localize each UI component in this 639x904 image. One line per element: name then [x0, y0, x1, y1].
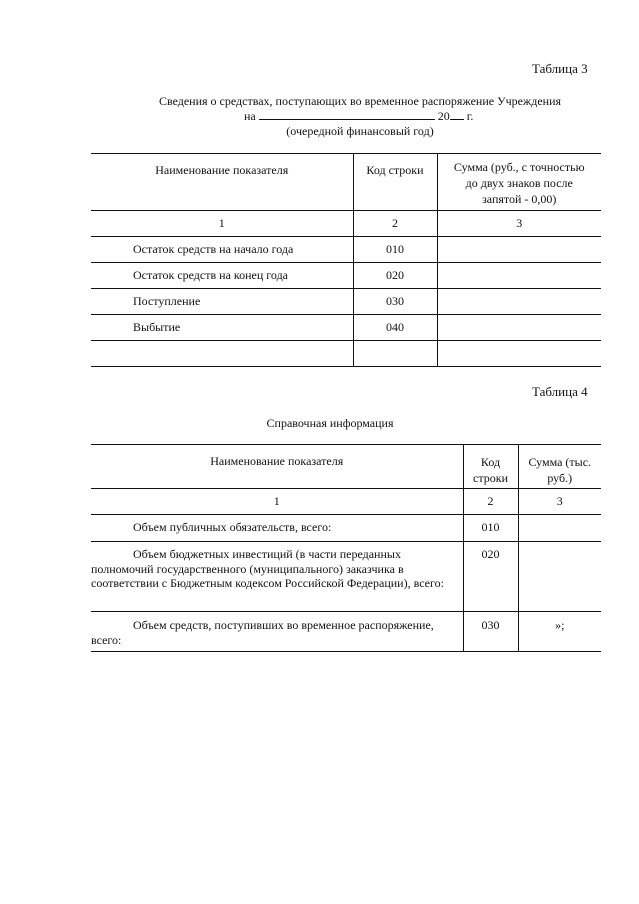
table3-num-col3: 3	[437, 211, 601, 237]
row-sum-cell[interactable]	[518, 515, 601, 542]
row-code: 040	[353, 315, 437, 341]
row-name: Поступление	[91, 289, 353, 315]
table-row	[91, 542, 601, 612]
table3-title: Сведения о средствах, поступающих во временное распоряжение Учреждения	[158, 94, 562, 108]
table3-num-col2: 2	[353, 211, 437, 237]
table-row	[91, 263, 601, 289]
table4-number-row	[91, 489, 601, 515]
table-row	[91, 515, 601, 542]
table4-num-col2: 2	[463, 489, 518, 515]
row-name: Объем публичных обязательств, всего:	[91, 515, 463, 542]
table4-header-sum: Сумма (тыс. руб.)	[518, 445, 601, 489]
row-code: 020	[353, 263, 437, 289]
row-sum-cell[interactable]	[437, 289, 601, 315]
row-sum-cell[interactable]	[518, 542, 601, 612]
row-sum-cell[interactable]	[437, 341, 601, 367]
row-code: 030	[353, 289, 437, 315]
row-code: 010	[463, 515, 518, 542]
table3-header-sum: Сумма (руб., с точностью до двух знаков после запятой - 0,00)	[437, 154, 601, 211]
table4-label: Таблица 4	[532, 384, 588, 399]
row-sum-cell[interactable]	[437, 263, 601, 289]
table3-date-line	[244, 109, 473, 124]
table3-label: Таблица 3	[532, 61, 588, 76]
row-code: 020	[463, 542, 518, 612]
date-prefix: на	[244, 109, 256, 123]
table3-header-name: Наименование показателя	[91, 154, 353, 211]
row-name[interactable]	[91, 341, 353, 367]
date-blank-field[interactable]	[259, 119, 435, 120]
row-name: Выбытие	[91, 315, 353, 341]
table3-subtitle: (очередной финансовый год)	[286, 124, 434, 138]
table4-title: Справочная информация	[266, 416, 394, 430]
date-year-prefix: 20	[437, 109, 450, 123]
table4-header-code: Код строки	[463, 445, 518, 489]
table3-num-col1: 1	[91, 211, 353, 237]
row-code[interactable]	[353, 341, 437, 367]
table3-header-row	[91, 154, 601, 211]
table4-header-name: Наименование показателя	[91, 445, 463, 489]
table4-num-col1: 1	[91, 489, 463, 515]
table-row	[91, 289, 601, 315]
table-row	[91, 612, 601, 652]
year-blank-field[interactable]	[450, 119, 464, 120]
table4	[91, 444, 601, 652]
row-name: Объем средств, поступивших во временное распоряжение, всего:	[91, 612, 463, 652]
row-code: 030	[463, 612, 518, 652]
date-year-suffix: г.	[466, 109, 474, 123]
row-sum-cell[interactable]	[437, 315, 601, 341]
table3	[91, 153, 601, 367]
row-sum-cell[interactable]: »;	[518, 612, 601, 652]
row-code: 010	[353, 237, 437, 263]
table3-number-row	[91, 211, 601, 237]
table3-header-code: Код строки	[353, 154, 437, 211]
table-row	[91, 315, 601, 341]
row-name: Объем бюджетных инвестиций (в части переданных полномочий государственного (муниципального) заказчика в соответствии с Бюджетным кодексом Российской Федерации), всего:	[91, 542, 463, 612]
row-name: Остаток средств на начало года	[91, 237, 353, 263]
table4-num-col3: 3	[518, 489, 601, 515]
row-sum-cell[interactable]	[437, 237, 601, 263]
table-row-empty	[91, 341, 601, 367]
table4-header-row	[91, 445, 601, 489]
table-row	[91, 237, 601, 263]
row-name: Остаток средств на конец года	[91, 263, 353, 289]
